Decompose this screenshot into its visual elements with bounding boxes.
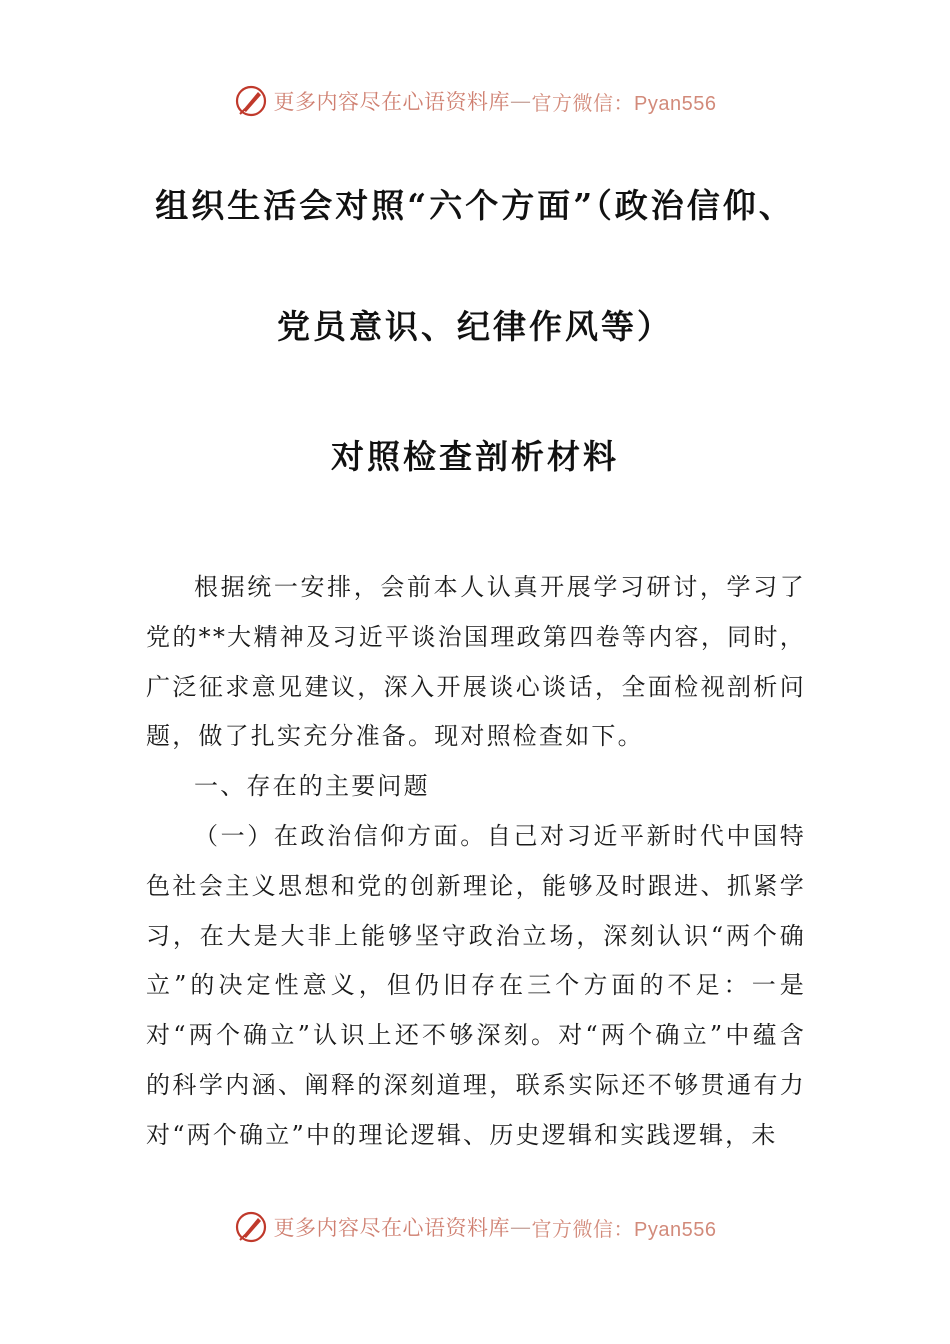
- document-body: [146, 563, 806, 1161]
- watermark-dash: —: [510, 1215, 532, 1239]
- paragraph-political-belief: （一）在政治信仰方面。自己对习近平新时代中国特色社会主义思想和党的创新理论，能够及时跟进、抓紧学习，在大是大非上能够坚守政治立场，深刻认识“两个确立”的决定性意义，但仍旧存在三个方面的不足：一是对“两个确立”认识上还不够深刻。对“两个确立”中蕴含的科学内涵、阐释的深刻道理，联系实际还不够贯通有力对“两个确立”中的理论逻辑、历史逻辑和实践逻辑，未: [146, 821, 806, 1149]
- section-heading: 一、存在的主要问题: [194, 772, 430, 801]
- quill-logo-icon: [234, 84, 268, 118]
- footer-watermark: [0, 1210, 950, 1244]
- watermark-text: 更多内容尽在心语资料库: [273, 1216, 511, 1240]
- quill-logo-icon: [234, 1210, 268, 1244]
- title-line-3: 对照检查剖析材料: [331, 437, 619, 476]
- watermark-contact: 官方微信：Pyan556: [531, 1218, 717, 1241]
- title-line-1: 组织生活会对照“六个方面”（政治信仰、: [155, 186, 795, 225]
- header-watermark: [0, 84, 950, 118]
- watermark-dash: —: [510, 89, 532, 113]
- title-line-2: 党员意识、纪律作风等）: [277, 307, 673, 346]
- watermark-contact: 官方微信：Pyan556: [531, 92, 717, 115]
- watermark-text: 更多内容尽在心语资料库: [273, 90, 511, 114]
- paragraph-intro: 根据统一安排，会前本人认真开展学习研讨，学习了党的**大精神及习近平谈治国理政第四卷等内容，同时，广泛征求意见建议，深入开展谈心谈话，全面检视剖析问题，做了扎实充分准备。现对照检查如下。: [146, 573, 806, 751]
